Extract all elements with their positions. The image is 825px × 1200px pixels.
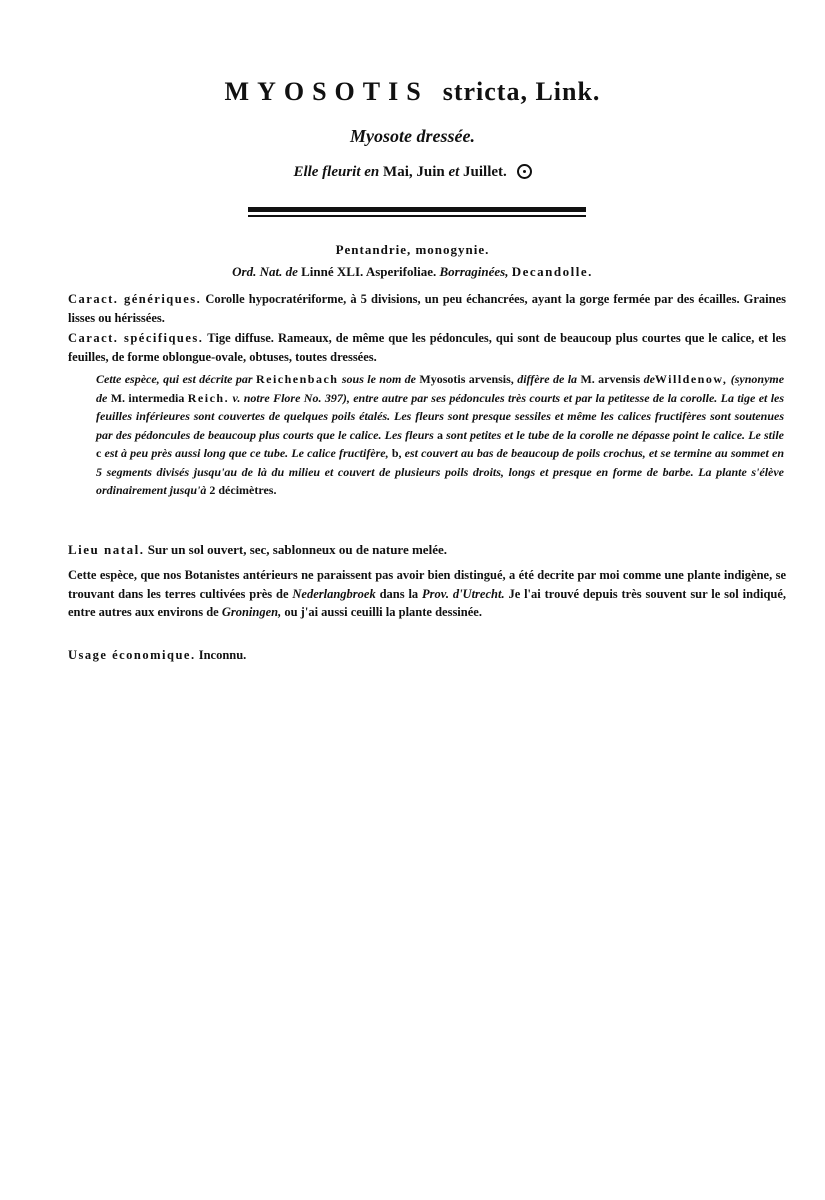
obs-name-arvensis: Myosotis arvensis,	[419, 372, 514, 386]
title-divider-thin	[248, 215, 586, 217]
flowering-prefix: Elle fleurit en	[293, 164, 380, 180]
french-common-name: Myosote dressée.	[350, 126, 475, 146]
month-may: Mai	[383, 164, 409, 180]
month-june: Juin	[416, 164, 445, 180]
sun-annual-icon	[517, 164, 532, 179]
obs-text-1: Cette espèce, qui est décrite par	[96, 372, 253, 386]
generic-text: Corolle hypocratériforme, à 5 divisions, un peu échancrées, ayant la gorge fermée par des écailles. Graines lisses ou hérissées.	[68, 292, 787, 325]
specific-label: Caract. spécifiques.	[68, 331, 204, 345]
title-divider-thick	[248, 207, 586, 212]
obs-text-8: sont petites et le tube de la corolle ne dépasse point le calice. Le stile	[446, 427, 785, 442]
flowering-conjunction: et	[448, 164, 460, 180]
linnean-classification: Pentandrie, monogynie.	[335, 242, 490, 257]
order-asperifoliae: Asperifoliae.	[365, 264, 437, 279]
habitat-paragraph	[68, 541, 786, 560]
obs-author-reichenbach: Reichenbach	[255, 372, 339, 386]
obs-figure-b: b,	[391, 446, 402, 460]
obs-figure-a: a	[436, 427, 443, 442]
obs-author-reich: Reich.	[187, 390, 230, 405]
generic-characters	[68, 290, 786, 327]
obs-name-intermedia: M. intermedia	[110, 390, 185, 405]
history-paragraph	[68, 566, 786, 622]
genus-name: MYOSOTIS	[224, 77, 429, 106]
obs-author-willdenow: Willdenow,	[654, 372, 728, 386]
obs-text-6: v. notre Flore No. 397),	[232, 390, 350, 405]
usage-paragraph	[68, 646, 786, 665]
order-de: de	[285, 264, 298, 279]
history-place-groningen: Groningen,	[221, 605, 282, 619]
history-place-nederlangbroek: Nederlangbroek	[292, 586, 376, 601]
order-prefix: Ord. Nat.	[232, 264, 283, 279]
specific-characters	[68, 329, 786, 366]
habitat-label: Lieu natal.	[68, 542, 145, 557]
history-text-4: ou j'ai aussi ceuilli la plante dessinée.	[284, 605, 482, 619]
obs-text-10: est couvert au bas de beaucoup de poils crochus, et se termine au sommet en 5 segments divisés jusqu'au de là du milieu et couvert de plusieurs poils droits, longs et presque en forme de barbe. La plante s'élève ordinairement jusqu'à	[96, 446, 785, 497]
natural-order	[0, 264, 825, 280]
species-name: stricta, Link.	[442, 77, 601, 106]
order-decandolle: Decandolle.	[511, 264, 593, 279]
usage-text: Inconnu.	[198, 648, 247, 662]
order-borraginees: Borraginées,	[439, 264, 509, 279]
generic-label: Caract. génériques.	[68, 292, 202, 306]
usage-label: Usage économique.	[68, 648, 196, 662]
obs-height: 2 décimètres.	[209, 483, 277, 497]
obs-text-9: est à peu près aussi long que ce tube. Le calice fructifère,	[104, 446, 389, 460]
history-text-2: dans la	[379, 586, 419, 601]
observation-paragraph	[96, 370, 784, 500]
flowering-period: Elle fleurit en Mai, Juin et Juillet.	[0, 164, 825, 181]
obs-text-4: de	[643, 372, 655, 386]
obs-text-3: diffère de la	[517, 372, 578, 386]
obs-text-2: sous le nom de	[341, 372, 417, 386]
habitat-text: Sur un sol ouvert, sec, sablonneux ou de nature melée.	[147, 542, 447, 557]
history-province: Prov. d'Utrecht.	[422, 586, 505, 601]
obs-text-7: entre autre par ses pédoncules très courts et par la petitesse de la corolle. La tige et les feuilles inférieures sont couvertes de quelques poils étalés. Les fleurs sont presque sessiles et même les calices fructifères sont soutenues par des pédoncules de beaucoup plus courts que le calice. Les fleurs	[96, 390, 785, 442]
obs-text-5: (synonyme de	[96, 372, 785, 405]
page-title	[0, 76, 825, 108]
order-linne: Linné XLI.	[301, 264, 364, 279]
history-text-1: Cette espèce, que nos Botanistes antérieurs ne paraissent pas avoir bien distingué, a été decrite par moi comme une plante indigène, se trouvant dans les terres cultivées près de	[68, 568, 786, 601]
specific-text: Tige diffuse. Rameaux, de même que les pédoncules, qui sont de beaucoup plus courtes que le calice, et les feuilles, de forme oblongue-ovale, obtuses, toutes dressées.	[68, 331, 786, 364]
obs-name-m-arvensis: M. arvensis	[580, 372, 641, 386]
month-july: Juillet.	[463, 164, 507, 180]
obs-figure-c: c	[96, 446, 102, 460]
history-text-3: Je l'ai trouvé depuis très souvent sur le sol indiqué, entre autres aux environs de	[68, 586, 787, 619]
